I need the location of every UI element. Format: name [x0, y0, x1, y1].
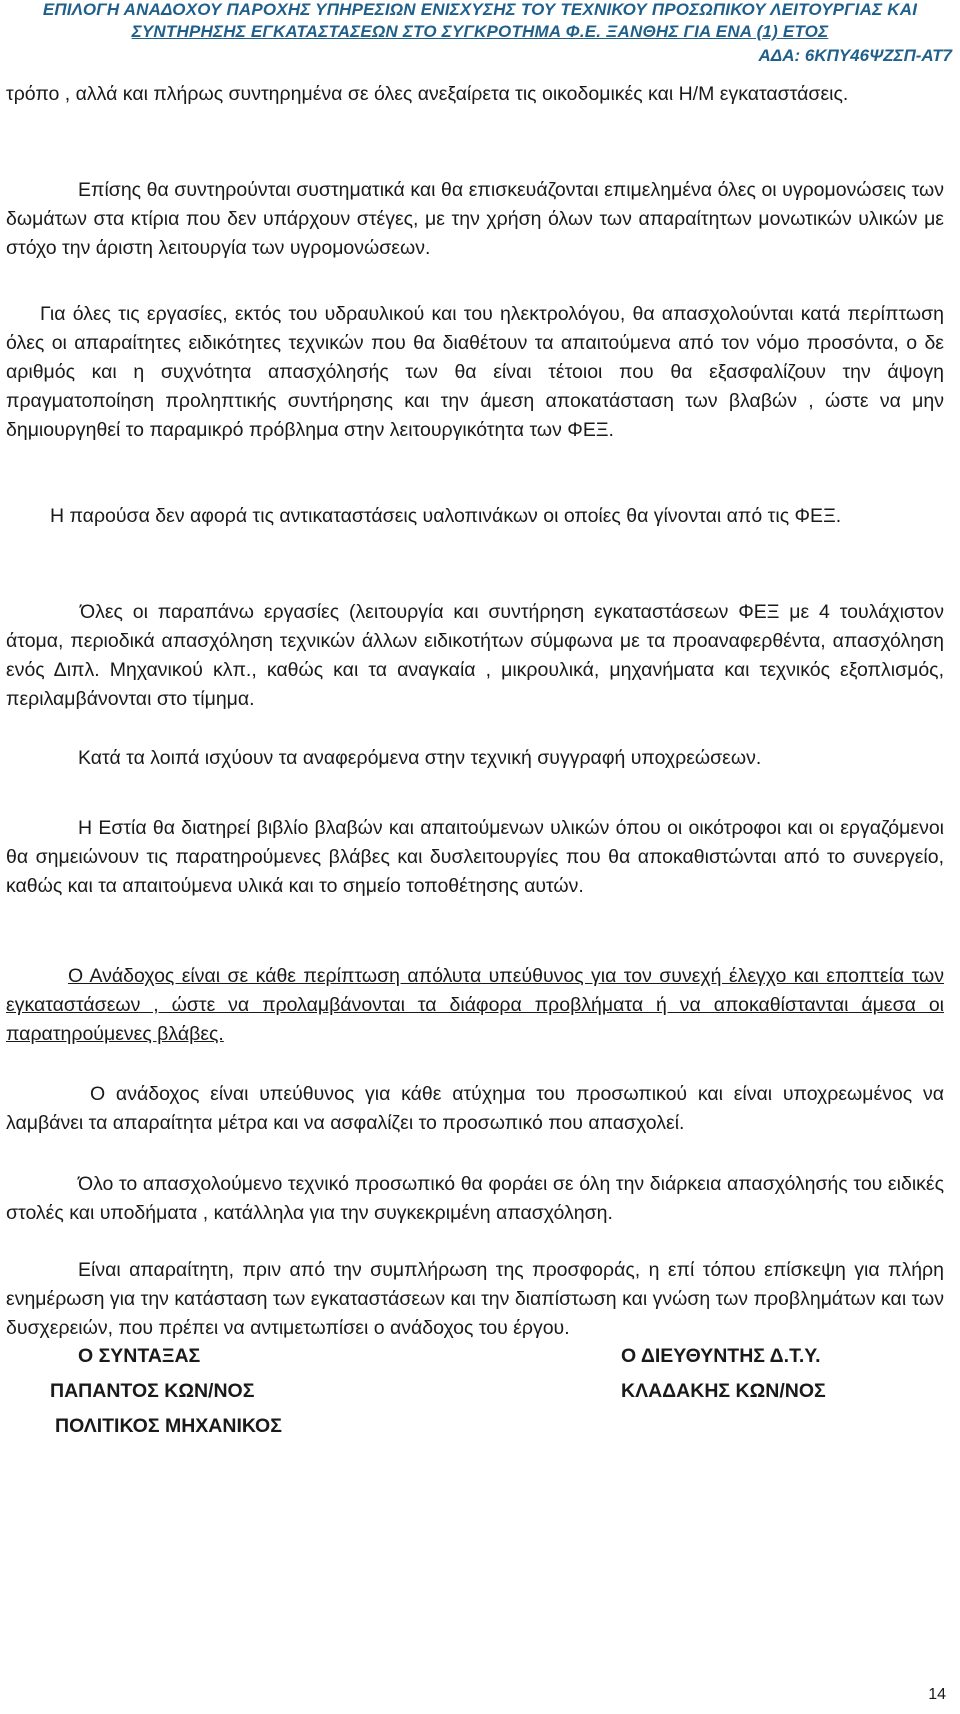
paragraph-9: Ο ανάδοχος είναι υπεύθυνος για κάθε ατύχημα του προσωπικού και είναι υποχρεωμένος να λαμβάνει τα απαραίτητα μέτρα και να ασφαλίζει το προσωπικό που απασχολεί.: [6, 1083, 944, 1134]
signature-right-name: ΚΛΑΔΑΚΗΣ ΚΩΝ/ΝΟΣ: [621, 1380, 826, 1402]
paragraph-11: Είναι απαραίτητη, πριν από την συμπλήρωση της προσφοράς, η επί τόπου επίσκεψη για πλήρη ενημέρωση για την κατάσταση των εγκαταστάσεων και την διαπίστωση και γνώση των προβλημάτων και των δυσχερειών, που πρέπει να αντιμετωπίσει ο ανάδοχος του έργου.: [6, 1259, 944, 1339]
paragraph-8: Ο Ανάδοχος είναι σε κάθε περίπτωση απόλυτα υπεύθυνος για τον συνεχή έλεγχο και εποπτεία των εγκαταστάσεων , ώστε να προλαμβάνονται τα διάφορα προβλήματα ή να αποκαθίστανται άμεσα οι παρατηρούμενες βλάβες.: [6, 965, 944, 1045]
paragraph-1: τρόπο , αλλά και πλήρως συντηρημένα σε όλες ανεξαίρετα τις οικοδομικές και Η/Μ εγκαταστάσεις.: [6, 83, 849, 105]
paragraph-2: Επίσης θα συντηρούνται συστηματικά και θα επισκευάζονται επιμελημένα όλες οι υγρομονώσεις των δωμάτων στα κτίρια που δεν υπάρχουν στέγες, με την χρήση όλων των απαραίτητων μονωτικών υλικών με στόχο την άριστη λειτουργία των υγρομονώσεων.: [6, 179, 944, 259]
header-title-line-2: ΣΥΝΤΗΡΗΣΗΣ ΕΓΚΑΤΑΣΤΑΣΕΩΝ ΣΤΟ ΣΥΓΚΡΟΤΗΜΑ Φ.Ε. ΞΑΝΘΗΣ ΓΙΑ ΕΝΑ (1) ΕΤΟΣ: [131, 22, 829, 41]
paragraph-7: Η Εστία θα διατηρεί βιβλίο βλαβών και απαιτούμενων υλικών όπου οι οικότροφοι και οι εργαζόμενοι θα σημειώνουν τις παρατηρούμενες βλάβες και δυσλειτουργίες που θα αποκαθιστώνται από το συνεργείο, καθώς και τα απαιτούμενα υλικά και το σημείο τοποθέτησης αυτών.: [6, 817, 944, 897]
paragraph-6: Κατά τα λοιπά ισχύουν τα αναφερόμενα στην τεχνική συγγραφή υποχρεώσεων.: [78, 747, 762, 769]
page-number: 14: [928, 1686, 946, 1703]
paragraph-4: Η παρούσα δεν αφορά τις αντικαταστάσεις υαλοπινάκων οι οποίες θα γίνονται από τις ΦΕΞ.: [50, 505, 842, 527]
signature-left-title: ΠΟΛΙΤΙΚΟΣ ΜΗΧΑΝΙΚΟΣ: [55, 1415, 282, 1437]
signature-right-role: Ο ΔΙΕΥΘΥΝΤΗΣ Δ.Τ.Υ.: [621, 1345, 821, 1367]
signature-left-name: ΠΑΠΑΝΤΟΣ ΚΩΝ/ΝΟΣ: [50, 1380, 255, 1402]
paragraph-10: Όλο το απασχολούμενο τεχνικό προσωπικό θα φοράει σε όλη την διάρκεια απασχόλησής του ειδικές στολές και υποδήματα , κατάλληλα για την συγκεκριμένη απασχόληση.: [6, 1173, 944, 1224]
ada-code: ΑΔΑ: 6ΚΠΥ46ΨΖΣΠ-ΑΤ7: [758, 46, 952, 65]
signature-left-role: Ο ΣΥΝΤΑΞΑΣ: [78, 1345, 201, 1367]
paragraph-3: Για όλες τις εργασίες, εκτός του υδραυλικού και του ηλεκτρολόγου, θα απασχολούνται κατά περίπτωση όλες οι απαραίτητες ειδικότητες τεχνικών που θα διαθέτουν τα απαιτούμενα από τον νόμο προσόντα, ο δε αριθμός και η συχνότητα απασχόλησής των θα είναι τέτοιοι που θα εξασφαλίζουν την άψογη πραγματοποίηση προληπτικής συντήρησης και την άμεση αποκατάσταση των βλαβών , ώστε να μην δημιουργηθεί το παραμικρό πρόβλημα στην λειτουργικότητα των ΦΕΞ.: [6, 303, 944, 441]
header-title-line-1: ΕΠΙΛΟΓΗ ΑΝΑΔΟΧΟΥ ΠΑΡΟΧΗΣ ΥΠΗΡΕΣΙΩΝ ΕΝΙΣΧΥΣΗΣ ΤΟΥ ΤΕΧΝΙΚΟΥ ΠΡΟΣΩΠΙΚΟΥ ΛΕΙΤΟΥΡΓΙΑΣ ΚΑΙ: [42, 0, 918, 19]
paragraph-5: Όλες οι παραπάνω εργασίες (λειτουργία και συντήρηση εγκαταστάσεων ΦΕΞ με 4 τουλάχιστον άτομα, περιοδικά απασχόληση τεχνικών άλλων ειδικοτήτων σύμφωνα με τα προαναφερθέντα, απασχόληση ενός Διπλ. Μηχανικού κλπ., καθώς και τα αναγκαία , μικρουλικά, μηχανήματα και τεχνικός εξοπλισμός, περιλαμβάνονται στο τίμημα.: [6, 601, 944, 710]
